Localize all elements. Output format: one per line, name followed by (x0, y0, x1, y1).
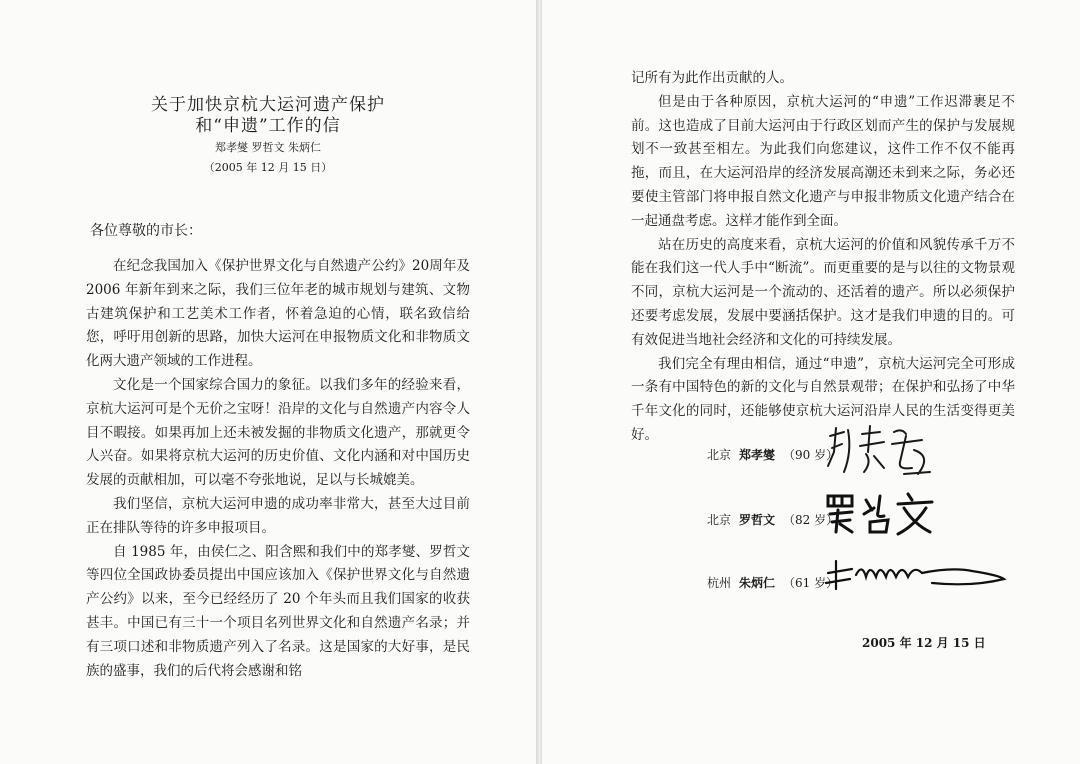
letter-title-line-1: 关于加快京杭大运河遗产保护 (151, 95, 385, 115)
signature-city: 北京 (707, 513, 732, 527)
signature-line-luo (707, 511, 838, 528)
handwritten-signature-zheng (822, 422, 942, 480)
signature-age: （90 岁） (783, 448, 839, 462)
signature-age: （61 岁） (783, 576, 839, 590)
signature-line-zheng (707, 446, 838, 463)
signature-name: 朱炳仁 (739, 576, 776, 590)
paragraph: 文化是一个国家综合国力的象征。以我们多年的经验来看，京杭大运河可是个无价之宝呀！沿岸的文化与自然遗产内容令人目不暇接。如果再加上还未被发掘的非物质文化遗产，那就更令人兴奋。如果将京杭大运河的历史价值、文化内涵和对中国历史发展的贡献相加，可以毫不夸张地说，足以与长城媲美。 (86, 376, 470, 489)
letter-authors: 郑孝燮 罗哲文 朱炳仁 (215, 141, 321, 154)
signature-city: 北京 (707, 448, 732, 462)
paragraph: 但是由于各种原因，京杭大运河的“申遗”工作迟滞裹足不前。这也造成了目前大运河由于行政区划而产生的保护与发展规划不一致甚至相左。为此我们向您建议，这件工作不仅不能再拖，而且，在大运河沿岸的经济发展高潮还未到来之际，务必还要使主管部门将申报自然文化遗产与申报非物质文化遗产结合在一起通盘考虑。这样才能作到全面。 (631, 93, 1015, 229)
paragraph: 我们完全有理由相信，通过“申遗”，京杭大运河完全可形成一条有中国特色的新的文化与自然景观带；在保护和弘扬了中华千年文化的同时，还能够使京杭大运河沿岸人民的生活变得更美好。 (631, 355, 1015, 443)
left-page (0, 0, 536, 764)
signature-city: 杭州 (707, 576, 732, 590)
paragraph: 记所有为此作出贡献的人。 (631, 70, 793, 86)
signature-name: 罗哲文 (739, 513, 776, 527)
letter-date: （2005 年 12 月 15 日） (203, 161, 333, 174)
letter-title-line-2: 和“申遗”工作的信 (195, 116, 341, 136)
closing-date: 2005 年 12 月 15 日 (862, 636, 986, 650)
handwritten-signature-luo (822, 488, 942, 538)
signature-line-zhu (707, 574, 838, 591)
left-body (86, 255, 470, 683)
signature-name: 郑孝燮 (739, 448, 776, 462)
handwritten-signature-zhu (822, 553, 1012, 597)
paragraph: 站在历史的高度来看，京杭大运河的价值和风貌传承千万不能在我们这一代人手中“断流”。而更重要的是与以往的文物景观不同，京杭大运河是一个流动的、还活着的遗产。所以必须保护还要考虑发展，发展中要涵括保护。这才是我们申遗的目的。可有效促进当地社会经济和文化的可持续发展。 (631, 236, 1015, 348)
right-body (631, 67, 1015, 448)
paragraph: 我们坚信，京杭大运河申遗的成功率非常大，甚至大过目前正在排队等待的许多申报项目。 (86, 495, 470, 536)
signature-age: （82 岁） (783, 513, 839, 527)
paragraph: 在纪念我国加入《保护世界文化与自然遗产公约》20周年及 2006 年新年到来之际，我们三位年老的城市规划与建筑、文物古建筑保护和工艺美术工作者，怀着急迫的心情，联名致信给您，呼吁用创新的思路，加快大运河在申报物质文化和非物质文化两大遗产领域的工作进程。 (86, 258, 470, 370)
paragraph: 自 1985 年，由侯仁之、阳含熙和我们中的郑孝燮、罗哲文等四位全国政协委员提出中国应该加入《保护世界文化与自然遗产公约》以来，至今已经经历了 20 个年头而且我们国家的收获甚丰。中国已有三十一个项目名列世界文化和自然遗产名录；并有三项口述和非物质遗产列入了名录。这是国家的大好事，是民族的盛事，我们的后代将会感谢和铭 (86, 543, 470, 679)
salutation: 各位尊敬的市长： (90, 223, 202, 239)
